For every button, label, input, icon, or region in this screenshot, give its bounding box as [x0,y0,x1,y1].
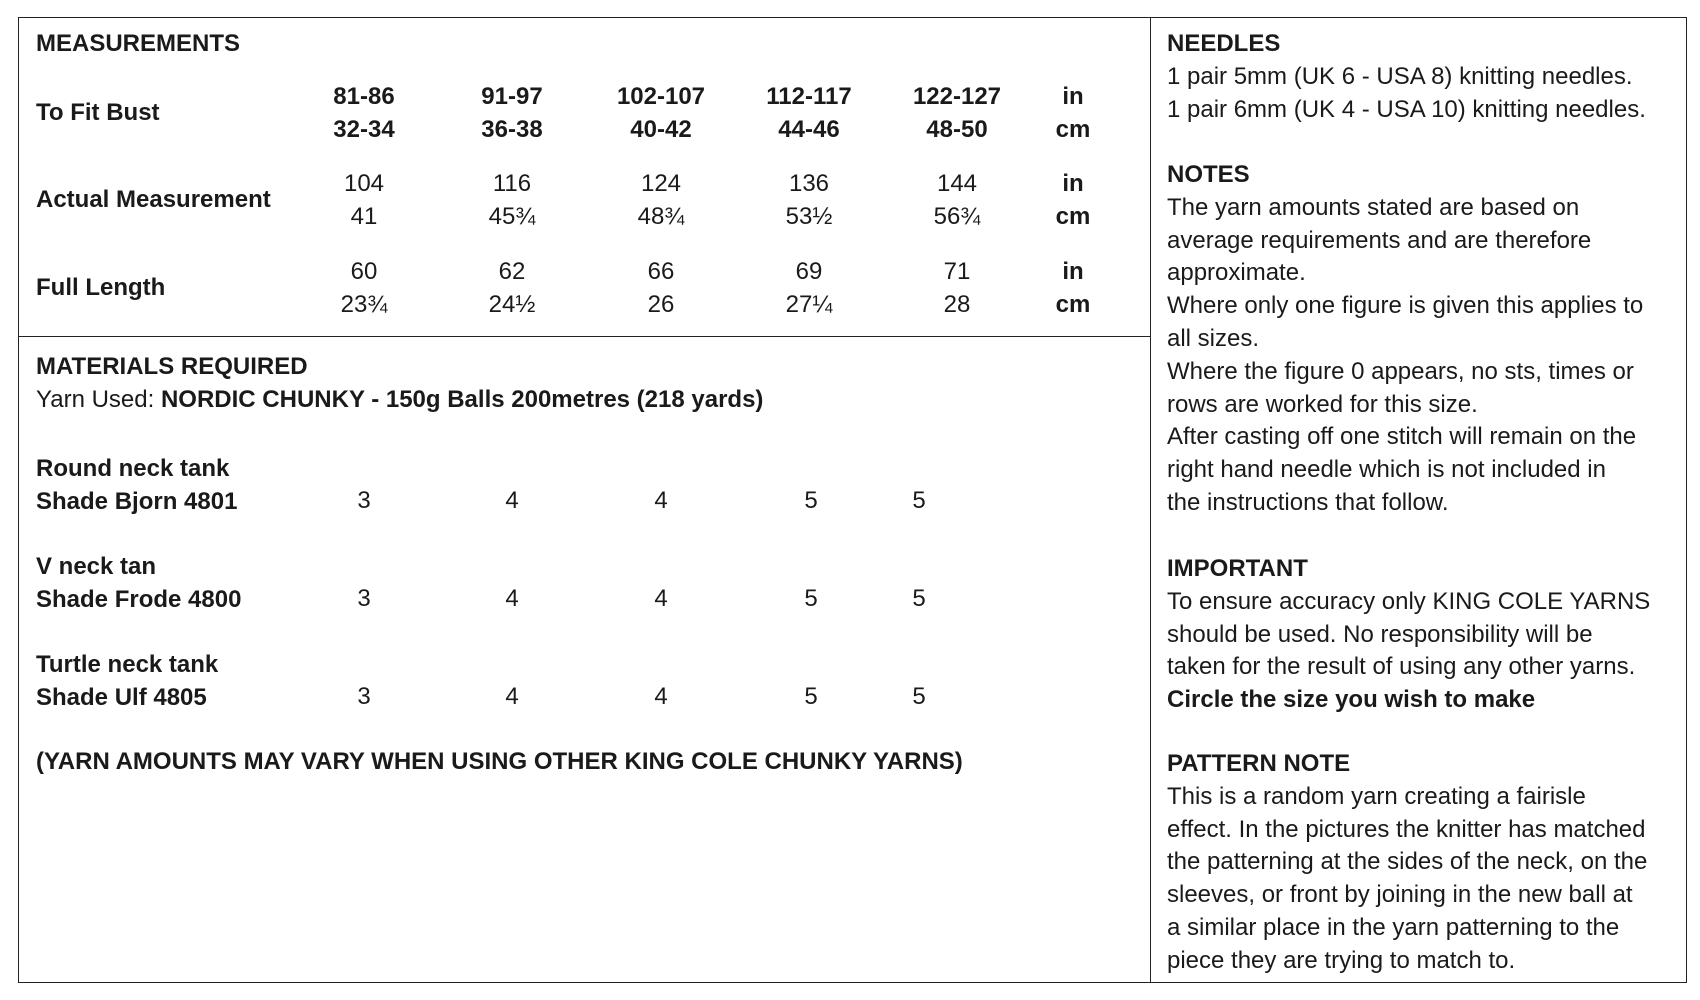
pattern-note-line: piece they are trying to match to. [1167,946,1516,974]
yarn-used-prefix: Yarn Used: [36,386,161,413]
actual-size-4: 136 53½ [785,170,833,230]
notes-line: The yarn amounts stated are based on [1167,193,1580,221]
qty-turtle-4: 5 [804,683,818,710]
notes-section [1167,159,1677,520]
pattern-note-line: This is a random yarn creating a fairisle [1167,782,1586,810]
item-turtle-neck: Turtle neck tank Shade Ulf 4805 [36,651,219,711]
length-size-4: 69 27¼ [785,258,833,318]
qty-vneck-1: 3 [357,585,371,612]
item-v-neck: V neck tan Shade Frode 4800 [36,553,242,613]
qty-vneck-5: 5 [912,585,926,612]
notes-line: right hand needle which is not included in [1167,456,1606,484]
length-size-3: 66 26 [647,258,675,318]
pattern-note-heading: PATTERN NOTE [1167,750,1351,777]
qty-round-1: 3 [357,487,371,514]
important-line: should be used. No responsibility will be [1167,620,1593,648]
important-line: taken for the result of using any other yarns. [1167,653,1636,681]
qty-round-2: 4 [505,487,519,514]
actual-size-2: 116 45¾ [488,170,536,230]
qty-turtle-2: 4 [505,683,519,710]
notes-line: Where only one figure is given this applies to [1167,292,1644,320]
section-divider [18,336,1151,337]
bust-size-2: 91-97 36-38 [481,83,543,143]
pattern-note-section [1167,748,1677,978]
pattern-note-line: a similar place in the yarn patterning to the [1167,913,1620,941]
qty-turtle-1: 3 [357,683,371,710]
qty-turtle-5: 5 [912,683,926,710]
needle-line: 1 pair 6mm (UK 4 - USA 10) knitting needles. [1167,95,1646,123]
notes-line: the instructions that follow. [1167,488,1449,516]
important-section [1167,553,1677,717]
actual-size-3: 124 48¾ [637,170,685,230]
qty-round-4: 5 [804,487,818,514]
qty-round-3: 4 [654,487,668,514]
important-heading: IMPORTANT [1167,555,1308,582]
yarn-name: NORDIC CHUNKY - 150g Balls 200metres (218 yards) [160,386,764,413]
notes-line: Where the figure 0 appears, no sts, times or [1167,357,1634,385]
important-line: To ensure accuracy only KING COLE YARNS [1167,587,1651,615]
row-label-to-fit-bust: To Fit Bust [36,99,160,126]
bust-size-1: 81-86 32-34 [333,83,395,143]
pattern-note-line: sleeves, or front by joining in the new ball at [1167,881,1633,909]
notes-line: approximate. [1167,259,1306,287]
notes-heading: NOTES [1167,161,1250,188]
actual-size-5: 144 56¾ [933,170,981,230]
notes-line: average requirements and are therefore [1167,226,1592,254]
bust-units: in cm [1055,83,1091,143]
length-size-1: 60 23¾ [340,258,388,318]
actual-units: in cm [1055,170,1091,230]
qty-turtle-3: 4 [654,683,668,710]
bust-size-5: 122-127 48-50 [912,83,1002,143]
row-label-full-length: Full Length [36,274,166,301]
pattern-note-line: effect. In the pictures the knitter has matched [1167,815,1646,843]
actual-size-1: 104 41 [343,170,385,230]
yarn-used-line [36,386,763,414]
bust-size-4: 112-117 44-46 [766,83,852,143]
qty-vneck-2: 4 [505,585,519,612]
qty-vneck-3: 4 [654,585,668,612]
length-size-2: 62 24½ [488,258,536,318]
column-divider [1150,17,1151,983]
row-label-actual-measurement: Actual Measurement [36,186,271,213]
qty-vneck-4: 5 [804,585,818,612]
pattern-note-line: the patterning at the sides of the neck, on the [1167,848,1648,876]
measurements-heading: MEASUREMENTS [36,30,241,57]
needle-line: 1 pair 5mm (UK 6 - USA 8) knitting needles. [1167,62,1633,90]
needles-section [1167,28,1677,126]
notes-line: rows are worked for this size. [1167,390,1478,418]
item-round-neck: Round neck tank Shade Bjorn 4801 [36,455,238,515]
materials-heading: MATERIALS REQUIRED [36,353,308,380]
notes-line: all sizes. [1167,324,1260,352]
yarn-amount-footnote: (YARN AMOUNTS MAY VARY WHEN USING OTHER KING COLE CHUNKY YARNS) [36,748,963,775]
qty-round-5: 5 [912,487,926,514]
needles-heading: NEEDLES [1167,30,1281,57]
length-units: in cm [1055,258,1091,318]
bust-size-3: 102-107 40-42 [616,83,706,143]
circle-size-instruction: Circle the size you wish to make [1167,686,1536,714]
notes-line: After casting off one stitch will remain on the [1167,423,1637,451]
length-size-5: 71 28 [943,258,971,318]
